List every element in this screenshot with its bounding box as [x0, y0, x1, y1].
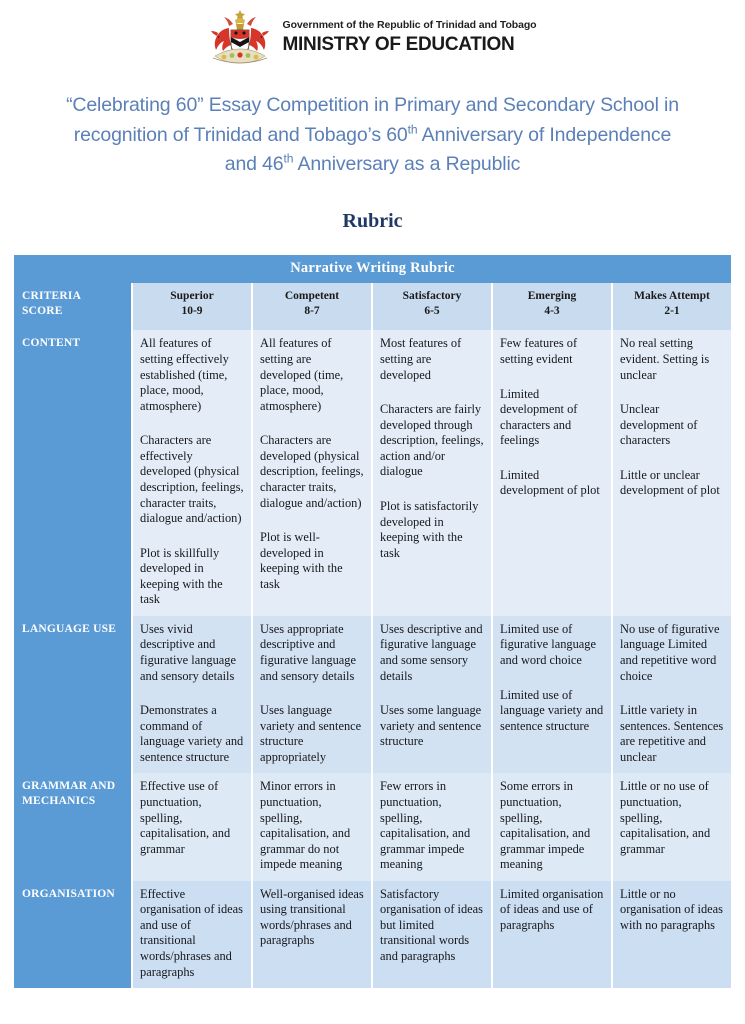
criteria-header-label: CRITERIA — [22, 290, 82, 302]
rubric-table — [14, 255, 731, 988]
cell-paragraph: Characters are fairly developed through description, feelings, action and/or dialogue — [380, 402, 484, 479]
cell-content-satisfactory — [371, 330, 491, 615]
cell-paragraph: No real setting evident. Setting is unclear — [620, 336, 710, 382]
cell-paragraph: Uses some language variety and sentence structure — [380, 703, 482, 749]
cell-paragraph: Limited development of characters and feelings — [500, 386, 578, 448]
cell-paragraph: Little or no organisation of ideas with no paragraphs — [620, 886, 724, 932]
column-header-range: 8-7 — [304, 304, 320, 317]
cell-paragraph: Limited use of figurative language and word choice — [500, 621, 596, 667]
column-header-range: 4-3 — [544, 304, 560, 317]
cell-paragraph: Plot is well-developed in keeping with the task — [260, 530, 343, 591]
cell-language-use-competent — [251, 616, 371, 774]
cell-paragraph: Characters are effectively developed (physical description, feelings, character traits, dialogue and/action) — [140, 433, 244, 526]
letterhead — [0, 0, 745, 70]
score-header-label: SCORE — [22, 304, 63, 317]
cell-paragraph: Few errors in punctuation, spelling, capitalisation, and grammar impede meaning — [380, 779, 471, 872]
cell-grammar-makes-attempt — [611, 773, 731, 880]
cell-grammar-competent — [251, 773, 371, 880]
cell-paragraph: Limited development of plot — [500, 467, 600, 498]
cell-paragraph: Limited organisation of ideas and use of paragraphs — [500, 886, 604, 932]
cell-paragraph: Characters are developed (physical description, feelings, character traits, dialogue and/action) — [260, 433, 364, 510]
cell-content-superior — [131, 330, 251, 615]
cell-paragraph: Uses language variety and sentence structure appropriately — [260, 703, 362, 764]
cell-paragraph: Little or no use of punctuation, spelling, capitalisation, and grammar — [620, 779, 711, 856]
column-header-competent — [251, 283, 371, 330]
letterhead-text — [283, 19, 537, 57]
column-header-label: Emerging — [527, 290, 577, 302]
table-row — [14, 773, 731, 880]
title-line-3 — [38, 150, 707, 180]
cell-content-emerging — [491, 330, 611, 615]
column-header-label: Superior — [170, 290, 214, 302]
cell-paragraph: Limited use of language variety and sentence structure — [500, 687, 604, 733]
criteria-score-header — [14, 283, 131, 330]
cell-paragraph: No use of figurative language Limited and repetitive word choice — [620, 621, 720, 683]
cell-paragraph: All features of setting effectively established (time, place, mood, atmosphere) — [140, 336, 229, 413]
column-header-label: Competent — [284, 290, 340, 302]
column-header-label: Makes Attempt — [634, 290, 710, 302]
cell-paragraph: Effective organisation of ideas and use of transitional words/phrases and paragraphs — [140, 886, 244, 979]
column-header-superior — [131, 283, 251, 330]
trinidad-tobago-coat-of-arms-icon — [209, 8, 271, 68]
cell-paragraph: Effective use of punctuation, spelling, capitalisation, and grammar — [140, 779, 231, 856]
cell-language-use-superior — [131, 616, 251, 774]
cell-organisation-makes-attempt — [611, 881, 731, 988]
cell-grammar-superior — [131, 773, 251, 880]
column-header-emerging — [491, 283, 611, 330]
cell-grammar-satisfactory — [371, 773, 491, 880]
cell-organisation-competent — [251, 881, 371, 988]
rubric-table-wrapper — [14, 255, 731, 988]
cell-paragraph: Uses descriptive and figurative language and some sensory details — [380, 621, 483, 683]
cell-grammar-emerging — [491, 773, 611, 880]
cell-paragraph: Little or unclear development of plot — [620, 467, 720, 498]
criteria-label-grammar-and-mechanics: GRAMMAR AND MECHANICS — [14, 773, 131, 880]
title-line-2 — [38, 121, 707, 151]
cell-paragraph: Satisfactory organisation of ideas but limited transitional words and paragraphs — [380, 886, 484, 963]
cell-paragraph: Most features of setting are developed — [380, 336, 462, 382]
cell-paragraph: Little variety in sentences. Sentences are repetitive and unclear — [620, 703, 724, 764]
table-title-band — [14, 255, 731, 283]
column-header-range: 10-9 — [181, 304, 203, 317]
cell-organisation-satisfactory — [371, 881, 491, 988]
rubric-table-body — [14, 255, 731, 988]
cell-paragraph: All features of setting are developed (time, place, mood, atmosphere) — [260, 336, 344, 413]
cell-paragraph: Plot is skillfully developed in keeping with the task — [140, 545, 223, 607]
cell-paragraph: Well-organised ideas using transitional words/phrases and paragraphs — [260, 886, 364, 948]
cell-content-makes-attempt — [611, 330, 731, 615]
cell-content-competent — [251, 330, 371, 615]
cell-paragraph: Demonstrates a command of language variety and sentence structure — [140, 703, 244, 764]
cell-paragraph: Some errors in punctuation, spelling, capitalisation, and grammar impede meaning — [500, 779, 591, 872]
column-header-satisfactory — [371, 283, 491, 330]
government-line: Government of the Republic of Trinidad and Tobago — [282, 19, 537, 32]
title-line-3b: Anniversary as a Republic — [293, 153, 521, 176]
title-line-1: “Celebrating 60” Essay Competition in Primary and Secondary School in — [66, 94, 679, 116]
title-line-2b: Anniversary of Independence — [417, 123, 672, 146]
ministry-line: MINISTRY OF EDUCATION — [282, 34, 515, 56]
criteria-label-language-use: LANGUAGE USE — [14, 616, 131, 774]
cell-language-use-emerging — [491, 616, 611, 774]
column-header-makes-attempt — [611, 283, 731, 330]
table-row — [14, 881, 731, 988]
cell-paragraph: Few features of setting evident — [500, 336, 578, 366]
cell-organisation-superior — [131, 881, 251, 988]
cell-paragraph: Unclear development of characters — [620, 402, 698, 448]
ordinal-suffix-46: th — [283, 151, 294, 166]
column-header-range: 6-5 — [424, 304, 440, 317]
title-line-3a: and 46 — [224, 153, 284, 176]
column-header-label: Satisfactory — [402, 290, 462, 302]
cell-paragraph: Plot is satisfactorily developed in keeping with the task — [380, 498, 479, 560]
cell-paragraph: Uses vivid descriptive and figurative language and sensory details — [140, 621, 236, 683]
narrative-writing-rubric-title: Narrative Writing Rubric — [14, 255, 731, 283]
ordinal-suffix-60: th — [407, 122, 418, 137]
table-row — [14, 616, 731, 774]
cell-paragraph: Uses appropriate descriptive and figurative language and sensory details — [260, 621, 356, 683]
page-title — [0, 91, 745, 180]
table-row — [14, 330, 731, 615]
cell-organisation-emerging — [491, 881, 611, 988]
table-header-row — [14, 283, 731, 330]
cell-paragraph: Minor errors in punctuation, spelling, capitalisation, and grammar do not impede meaning — [260, 779, 351, 872]
criteria-label-content: CONTENT — [14, 330, 131, 615]
rubric-heading: Rubric — [342, 209, 403, 232]
column-header-range: 2-1 — [664, 304, 680, 317]
criteria-label-organisation: ORGANISATION — [14, 881, 131, 988]
title-line-2a: recognition of Trinidad and Tobago’s 60 — [73, 123, 408, 146]
cell-language-use-satisfactory — [371, 616, 491, 774]
cell-language-use-makes-attempt — [611, 616, 731, 774]
